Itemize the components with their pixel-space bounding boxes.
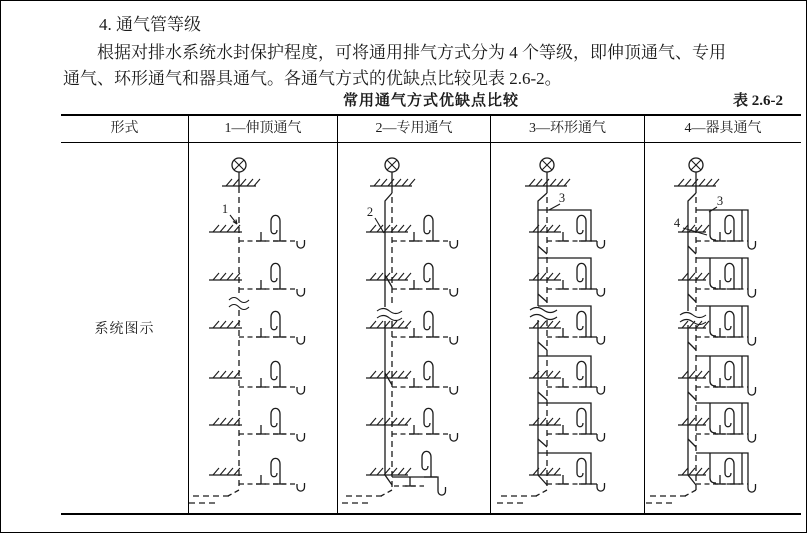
diagram-cell-2	[337, 143, 490, 513]
section-heading: 4. 通气管等级	[99, 15, 201, 34]
svg-text:3: 3	[716, 194, 724, 208]
comparison-table	[61, 114, 801, 515]
row-label-cell: 系统图示	[94, 322, 155, 337]
table-number: 表 2.6-2	[733, 93, 783, 109]
header-cell-fixture-vent: 4—器具通气	[644, 116, 801, 142]
paragraph-line-2: 通气、环形通气和器具通气。各通气方式的优缺点比较见表 2.6-2。	[63, 69, 562, 88]
table-body-row	[61, 143, 801, 515]
system-diagram-fixture-vent	[645, 143, 801, 513]
system-diagram-stack-vent	[189, 143, 337, 513]
table-header-row	[61, 114, 801, 143]
header-cell-form: 形式	[110, 121, 139, 136]
diagram-cell-4	[644, 143, 801, 513]
paragraph-line-1: 根据对排水系统水封保护程度，可将通用排气方式分为 4 个等级，即伸顶通气、专用	[97, 43, 726, 62]
system-diagram-loop-vent	[491, 143, 644, 513]
diagram-cell-3	[490, 143, 644, 513]
table-caption-row	[61, 89, 801, 111]
svg-text:4: 4	[673, 216, 681, 230]
header-cell-stack-vent: 1—伸顶通气	[188, 116, 337, 142]
svg-text:2: 2	[366, 205, 374, 219]
diagram-cell-1	[188, 143, 337, 513]
header-cell-loop-vent: 3—环形通气	[490, 116, 644, 142]
svg-text:3: 3	[558, 191, 566, 205]
header-cell-dedicated-vent: 2—专用通气	[337, 116, 490, 142]
system-diagram-dedicated-vent	[338, 143, 490, 513]
svg-text:1: 1	[221, 202, 229, 216]
table-title: 常用通气方式优缺点比较	[342, 93, 519, 109]
